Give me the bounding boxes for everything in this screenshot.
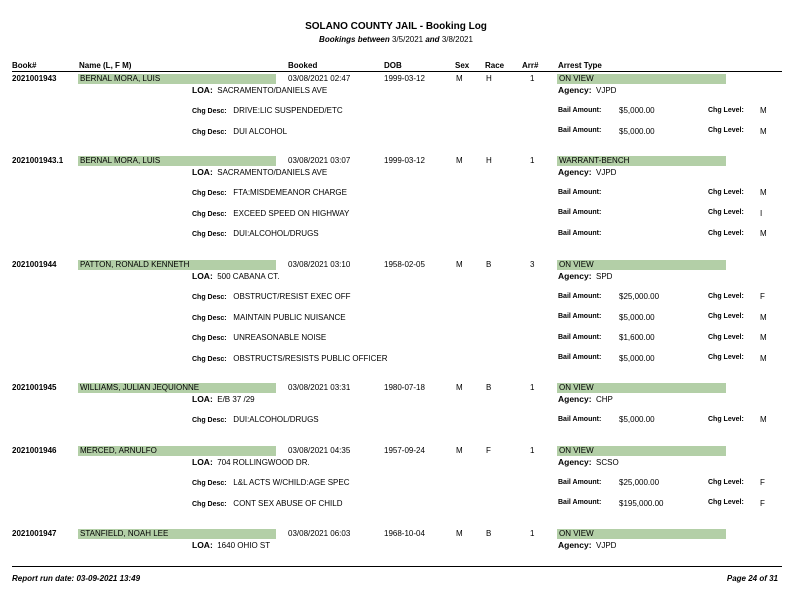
charge-row	[192, 313, 346, 322]
col-header-booked: Booked	[288, 61, 318, 70]
loa-value: SACRAMENTO/DANIELS AVE	[217, 86, 328, 95]
chg-level-label: Chg Level:	[708, 229, 744, 237]
bail-amount-label: Bail Amount:	[558, 209, 602, 216]
report-title: SOLANO COUNTY JAIL - Booking Log	[305, 21, 487, 32]
bail-amount-label: Bail Amount:	[558, 313, 602, 320]
bail-amount-label: Bail Amount:	[558, 333, 602, 341]
chg-desc-label: Chg Desc:	[192, 355, 227, 363]
arrest-type: ON VIEW	[559, 74, 594, 83]
booked-datetime: 03/08/2021 03:10	[288, 260, 351, 269]
agency-value: SPD	[596, 272, 613, 281]
sex: M	[456, 383, 463, 392]
agency-label: Agency:	[558, 167, 592, 177]
report-subtitle	[0, 35, 792, 44]
inmate-name: STANFIELD, NOAH LEE	[80, 529, 169, 538]
book-number: 2021001947	[12, 529, 57, 538]
arrest-number: 1	[530, 446, 535, 455]
col-header-name: Name (L, F M)	[79, 61, 132, 70]
col-header-race: Race	[485, 61, 505, 70]
chg-desc-label: Chg Desc:	[192, 108, 227, 115]
report-run-date: Report run date: 03-09-2021 13:49	[12, 574, 141, 583]
name-highlight	[78, 383, 276, 393]
arrest-type-highlight	[557, 260, 726, 270]
dob: 1980-07-18	[384, 383, 425, 392]
charge-description: OBSTRUCTS/RESISTS PUBLIC OFFICER	[233, 353, 388, 363]
charge-level: M	[760, 126, 767, 136]
booked-datetime: 03/08/2021 06:03	[288, 529, 351, 538]
loa-value: 704 ROLLINGWOOD DR.	[217, 458, 310, 467]
chg-level-label: Chg Level:	[708, 209, 744, 216]
loa-label: LOA:	[192, 85, 213, 95]
bail-amount-label: Bail Amount:	[558, 229, 602, 237]
race: B	[486, 260, 492, 269]
charge-level: M	[760, 312, 767, 322]
name-highlight	[78, 156, 276, 166]
charge-row	[192, 106, 343, 115]
race: H	[486, 74, 492, 83]
charge-description: EXCEED SPEED ON HIGHWAY	[233, 208, 350, 218]
dob: 1957-09-24	[384, 446, 425, 455]
arrest-type: WARRANT-BENCH	[559, 156, 630, 165]
col-header-arrest-type: Arrest Type	[558, 61, 602, 70]
chg-level-label: Chg Level:	[708, 415, 744, 423]
race: B	[486, 383, 492, 392]
bail-amount-label: Bail Amount:	[558, 292, 602, 300]
dob: 1999-03-12	[384, 156, 425, 165]
booked-datetime: 03/08/2021 04:35	[288, 446, 351, 455]
loa-label: LOA:	[192, 540, 213, 550]
book-number: 2021001945	[12, 383, 57, 392]
bail-amount: $5,000.00	[619, 353, 655, 363]
charge-row	[192, 209, 349, 218]
name-highlight	[78, 74, 276, 84]
bail-amount: $25,000.00	[619, 292, 660, 301]
name-highlight	[78, 446, 276, 456]
booked-datetime: 03/08/2021 02:47	[288, 74, 351, 83]
dob: 1968-10-04	[384, 529, 425, 538]
sex: M	[456, 260, 463, 269]
charge-description: DUI:ALCOHOL/DRUGS	[233, 229, 319, 238]
charge-description: DRIVE:LIC SUSPENDED/ETC	[233, 106, 343, 115]
arrest-number: 1	[530, 156, 535, 165]
booked-datetime: 03/08/2021 03:07	[288, 156, 351, 165]
book-number: 2021001946	[12, 446, 57, 455]
charge-level: F	[760, 478, 765, 487]
chg-level-label: Chg Level:	[708, 354, 744, 361]
col-header-book: Book#	[12, 61, 37, 70]
race: H	[486, 156, 492, 165]
arrest-type: ON VIEW	[559, 529, 594, 538]
name-highlight	[78, 260, 276, 270]
charge-level: F	[760, 292, 765, 301]
race: F	[486, 446, 491, 455]
arrest-type-highlight	[557, 383, 726, 393]
inmate-name: BERNAL MORA, LUIS	[80, 156, 161, 165]
chg-desc-label: Chg Desc:	[192, 480, 227, 487]
agency-label: Agency:	[558, 394, 592, 404]
chg-level-label: Chg Level:	[708, 333, 744, 341]
sex: M	[456, 156, 463, 165]
sex: M	[456, 529, 463, 538]
arrest-type-highlight	[557, 74, 726, 84]
bail-amount-label: Bail Amount:	[558, 188, 602, 196]
charge-level: M	[760, 333, 767, 342]
charge-row	[192, 478, 349, 487]
dob: 1999-03-12	[384, 74, 425, 83]
arrest-type-highlight	[557, 156, 726, 166]
bail-amount-label: Bail Amount:	[558, 478, 602, 486]
charge-level: M	[760, 106, 767, 115]
agency-label: Agency:	[558, 457, 592, 467]
charge-level: M	[760, 415, 767, 424]
charge-row	[192, 499, 343, 508]
arrest-number: 1	[530, 529, 535, 538]
agency-label: Agency:	[558, 271, 592, 281]
charge-level: F	[760, 498, 765, 508]
agency-value: VJPD	[596, 541, 617, 550]
charge-level: M	[760, 229, 767, 238]
agency-value: VJPD	[596, 168, 617, 177]
loa-value: SACRAMENTO/DANIELS AVE	[217, 168, 328, 177]
col-header-arr: Arr#	[522, 61, 539, 70]
inmate-name: WILLIAMS, JULIAN JEQUIONNE	[80, 383, 200, 392]
inmate-name: MERCED, ARNULFO	[80, 446, 157, 455]
arrest-type: ON VIEW	[559, 260, 594, 269]
loa-value: E/B 37 /29	[217, 395, 255, 404]
inmate-name: PATTON, RONALD KENNETH	[80, 260, 190, 269]
footer-rule	[12, 566, 782, 567]
charge-description: L&L ACTS W/CHILD:AGE SPEC	[233, 478, 350, 487]
charge-row	[192, 229, 319, 238]
book-number: 2021001943.1	[12, 156, 64, 165]
arrest-number: 1	[530, 383, 535, 392]
loa-label: LOA:	[192, 167, 213, 177]
charge-level: M	[760, 188, 767, 197]
charge-level: M	[760, 353, 767, 363]
agency-value: CHP	[596, 395, 613, 404]
bail-amount-label: Bail Amount:	[558, 415, 602, 423]
charge-row	[192, 292, 351, 301]
chg-level-label: Chg Level:	[708, 127, 744, 134]
booked-datetime: 03/08/2021 03:31	[288, 383, 351, 392]
sex: M	[456, 74, 463, 83]
agency-label: Agency:	[558, 540, 592, 550]
sex: M	[456, 446, 463, 455]
arrest-number: 3	[530, 260, 535, 269]
agency-label: Agency:	[558, 85, 592, 95]
arrest-type-highlight	[557, 529, 726, 539]
subtitle-prefix: Bookings between	[319, 35, 390, 44]
bail-amount: $5,000.00	[619, 126, 655, 136]
chg-desc-label: Chg Desc:	[192, 231, 227, 238]
charge-description: FTA:MISDEMEANOR CHARGE	[233, 188, 347, 197]
bail-amount: $5,000.00	[619, 106, 655, 115]
col-header-sex: Sex	[455, 61, 470, 70]
bail-amount-label: Bail Amount:	[558, 106, 602, 114]
chg-level-label: Chg Level:	[708, 499, 744, 506]
charge-row	[192, 354, 388, 363]
date-to: 3/8/2021	[441, 35, 473, 44]
charge-description: DUI:ALCOHOL/DRUGS	[233, 415, 319, 424]
chg-desc-label: Chg Desc:	[192, 294, 227, 301]
col-header-dob: DOB	[384, 61, 402, 70]
chg-level-label: Chg Level:	[708, 292, 744, 300]
bail-amount-label: Bail Amount:	[558, 354, 602, 361]
charge-description: CONT SEX ABUSE OF CHILD	[233, 498, 343, 508]
charge-description: OBSTRUCT/RESIST EXEC OFF	[233, 292, 351, 301]
loa-value: 500 CABANA CT.	[217, 272, 280, 281]
charge-description: DUI ALCOHOL	[233, 126, 288, 136]
chg-desc-label: Chg Desc:	[192, 210, 227, 218]
bail-amount: $195,000.00	[619, 498, 664, 508]
charge-description: UNREASONABLE NOISE	[233, 333, 327, 342]
chg-desc-label: Chg Desc:	[192, 128, 227, 136]
bail-amount: $1,600.00	[619, 333, 655, 342]
agency-value: SCSO	[596, 458, 619, 467]
charge-level: I	[760, 208, 763, 218]
page-number: Page 24 of 31	[726, 574, 778, 583]
chg-desc-label: Chg Desc:	[192, 417, 227, 424]
chg-level-label: Chg Level:	[708, 188, 744, 196]
charge-row	[192, 415, 319, 424]
chg-desc-label: Chg Desc:	[192, 335, 227, 342]
book-number: 2021001943	[12, 74, 57, 83]
arrest-number: 1	[530, 74, 535, 83]
bail-amount: $5,000.00	[619, 415, 655, 424]
bail-amount: $25,000.00	[619, 478, 660, 487]
chg-level-label: Chg Level:	[708, 478, 744, 486]
date-from: 3/5/2021	[391, 35, 424, 44]
agency-value: VJPD	[596, 86, 617, 95]
bail-amount: $5,000.00	[619, 312, 655, 322]
subtitle-and: and	[425, 35, 440, 44]
charge-row	[192, 333, 326, 342]
race: B	[486, 529, 492, 538]
chg-desc-label: Chg Desc:	[192, 314, 227, 322]
inmate-name: BERNAL MORA, LUIS	[80, 74, 161, 83]
charge-row	[192, 127, 287, 136]
name-highlight	[78, 529, 276, 539]
dob: 1958-02-05	[384, 260, 425, 269]
bail-amount-label: Bail Amount:	[558, 127, 602, 134]
charge-row	[192, 188, 347, 197]
chg-desc-label: Chg Desc:	[192, 500, 227, 508]
book-number: 2021001944	[12, 260, 57, 269]
loa-label: LOA:	[192, 457, 213, 467]
chg-level-label: Chg Level:	[708, 106, 744, 114]
header-rule	[12, 71, 782, 72]
chg-level-label: Chg Level:	[708, 313, 744, 320]
charge-description: MAINTAIN PUBLIC NUISANCE	[233, 312, 346, 322]
arrest-type: ON VIEW	[559, 446, 594, 455]
arrest-type-highlight	[557, 446, 726, 456]
bail-amount-label: Bail Amount:	[558, 499, 602, 506]
arrest-type: ON VIEW	[559, 383, 594, 392]
chg-desc-label: Chg Desc:	[192, 190, 227, 197]
loa-label: LOA:	[192, 271, 213, 281]
loa-value: 1640 OHIO ST	[217, 541, 271, 550]
loa-label: LOA:	[192, 394, 213, 404]
